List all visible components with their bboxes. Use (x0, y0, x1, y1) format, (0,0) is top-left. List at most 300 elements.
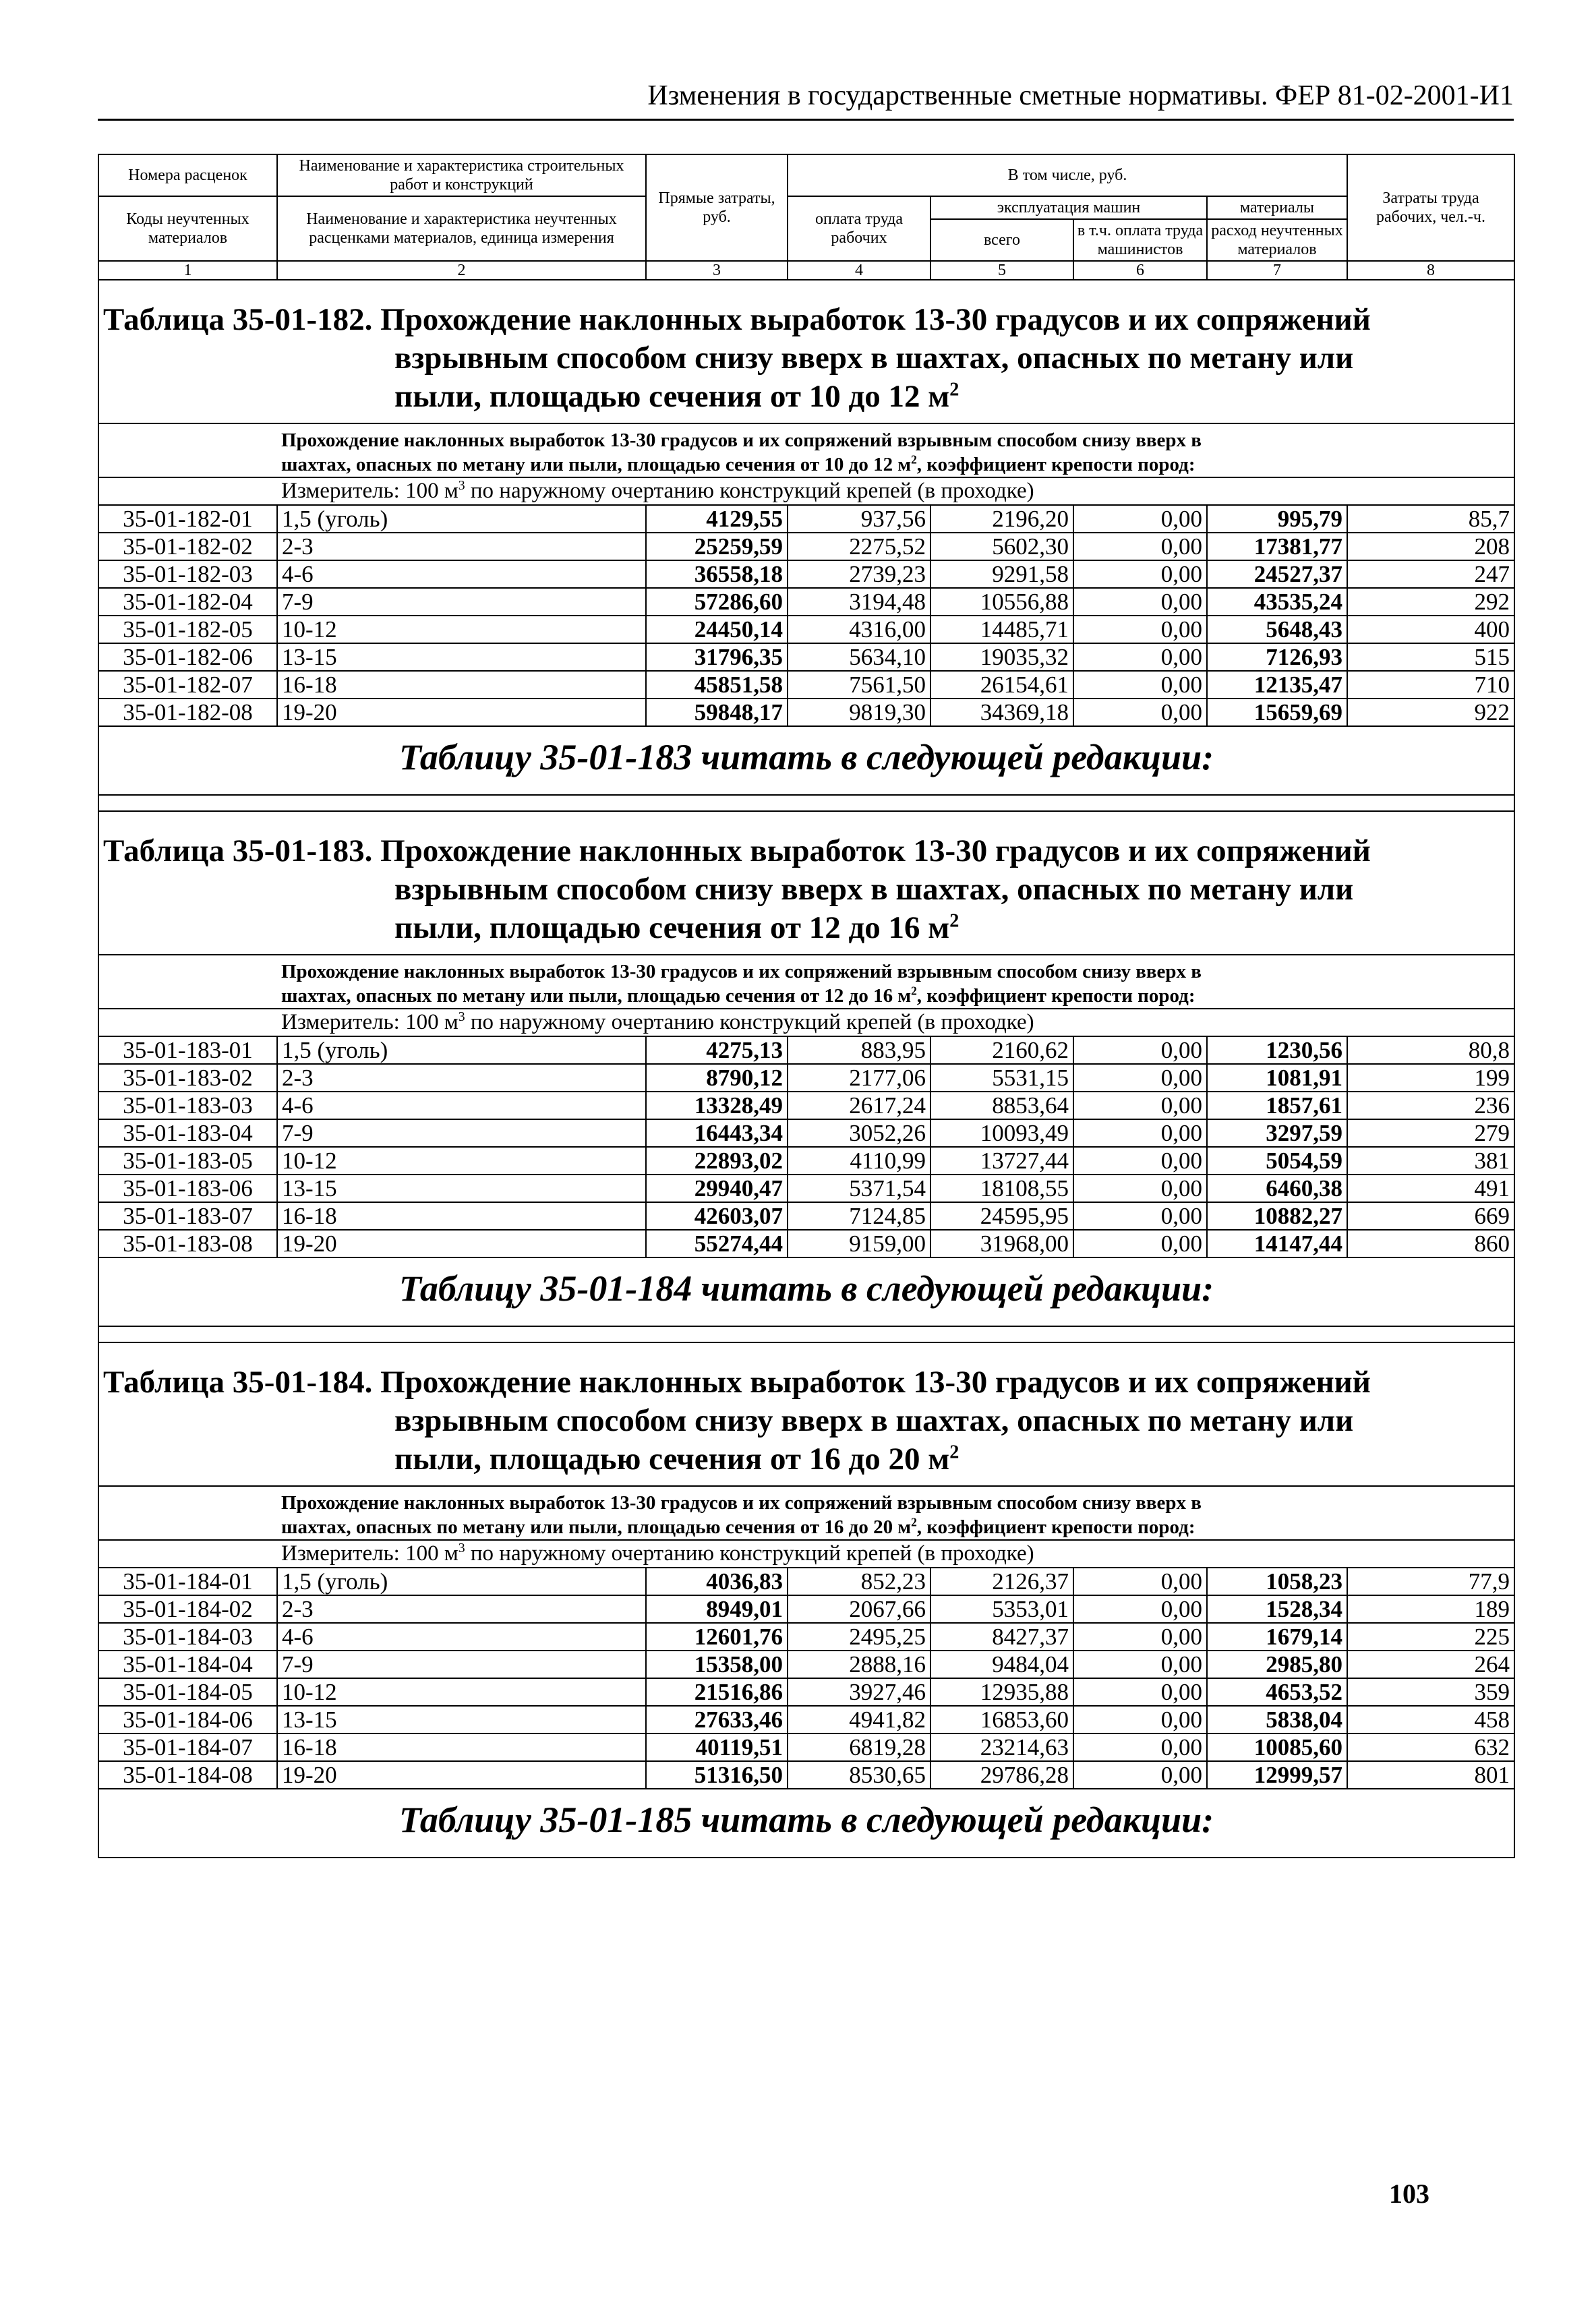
cell-machines: 2196,20 (930, 505, 1073, 533)
cell-hours: 801 (1347, 1761, 1514, 1789)
description-line: Прохождение наклонных выработок 13-30 градусов и их сопряжений взрывным способом снизу вверх в (281, 1492, 1202, 1514)
cell-labor: 3194,48 (788, 588, 930, 616)
cell-direct: 40119,51 (646, 1733, 788, 1761)
cell-name: 13-15 (277, 1175, 646, 1202)
cell-hours: 922 (1347, 699, 1514, 726)
table-row (98, 505, 1514, 533)
cell-code: 35-01-184-04 (98, 1651, 277, 1678)
cell-code: 35-01-183-05 (98, 1147, 277, 1175)
table-row (98, 1568, 1514, 1595)
cell-materials: 14147,44 (1207, 1230, 1347, 1257)
cell-materials: 1528,34 (1207, 1595, 1347, 1623)
table-title-number: Таблица 35-01-182. (103, 302, 373, 337)
cell-materials: 1679,14 (1207, 1623, 1347, 1651)
cell-code: 35-01-184-07 (98, 1733, 277, 1761)
cell-machines: 2126,37 (930, 1568, 1073, 1595)
table-title-line: Прохождение наклонных выработок 13-30 градусов и их сопряжений (380, 1365, 1371, 1400)
col-ekspl-header: эксплуатация машин (930, 196, 1207, 219)
cell-hours: 400 (1347, 616, 1514, 643)
cell-hours: 236 (1347, 1092, 1514, 1119)
cell-code: 35-01-184-01 (98, 1568, 277, 1595)
measure-unit (98, 477, 1514, 505)
cell-direct: 51316,50 (646, 1761, 788, 1789)
cell-machines: 8427,37 (930, 1623, 1073, 1651)
cell-operators: 0,00 (1073, 533, 1207, 560)
cell-direct: 15358,00 (646, 1651, 788, 1678)
cell-machines: 8853,64 (930, 1092, 1073, 1119)
description-line: Прохождение наклонных выработок 13-30 градусов и их сопряжений взрывным способом снизу вверх в (281, 429, 1202, 451)
cell-direct: 59848,17 (646, 699, 788, 726)
table-title-line: взрывным способом снизу вверх в шахтах, опасных по метану или (394, 1403, 1354, 1438)
unit-superscript: 2 (911, 452, 917, 467)
table-row (98, 1595, 1514, 1623)
measure-row (98, 477, 1514, 505)
cell-labor: 5371,54 (788, 1175, 930, 1202)
table-description (98, 955, 1514, 1009)
cell-hours: 85,7 (1347, 505, 1514, 533)
cell-code: 35-01-183-04 (98, 1119, 277, 1147)
cell-hours: 225 (1347, 1623, 1514, 1651)
cell-hours: 77,9 (1347, 1568, 1514, 1595)
cell-name: 13-15 (277, 643, 646, 671)
cell-labor: 9819,30 (788, 699, 930, 726)
cell-direct: 36558,18 (646, 560, 788, 588)
spacer-row (98, 1326, 1514, 1342)
col-rashod-header: расход неучтенных материалов (1207, 219, 1347, 261)
cell-hours: 80,8 (1347, 1036, 1514, 1064)
cell-materials: 1230,56 (1207, 1036, 1347, 1064)
cell-direct: 4036,83 (646, 1568, 788, 1595)
cell-operators: 0,00 (1073, 1651, 1207, 1678)
cell-hours: 515 (1347, 643, 1514, 671)
cell-machines: 9484,04 (930, 1651, 1073, 1678)
cell-machines: 9291,58 (930, 560, 1073, 588)
col-materialy-header: материалы (1207, 196, 1347, 219)
cell-direct: 24450,14 (646, 616, 788, 643)
cell-machines: 12935,88 (930, 1678, 1073, 1706)
cell-materials: 43535,24 (1207, 588, 1347, 616)
measure-text: по наружному очертанию конструкций крепей (в проходке) (465, 479, 1034, 503)
unit-superscript: 2 (911, 984, 917, 998)
table-description-row (98, 955, 1514, 1009)
cell-operators: 0,00 (1073, 1678, 1207, 1706)
cell-direct: 4129,55 (646, 505, 788, 533)
cell-code: 35-01-184-02 (98, 1595, 277, 1623)
redaction-note: Таблицу 35-01-184 читать в следующей редакции: (98, 1257, 1514, 1326)
cell-materials: 1857,61 (1207, 1092, 1347, 1119)
cell-name: 7-9 (277, 1119, 646, 1147)
unit-superscript: 2 (949, 910, 959, 932)
cell-materials: 5648,43 (1207, 616, 1347, 643)
col-zatraty-header: Затраты труда рабочих, чел.-ч. (1347, 154, 1514, 261)
cell-materials: 7126,93 (1207, 643, 1347, 671)
spacer (98, 1326, 1514, 1342)
cell-name: 7-9 (277, 1651, 646, 1678)
cell-labor: 2739,23 (788, 560, 930, 588)
table-title-row (98, 280, 1514, 423)
cell-code: 35-01-183-06 (98, 1175, 277, 1202)
cell-code: 35-01-184-08 (98, 1761, 277, 1789)
cell-machines: 31968,00 (930, 1230, 1073, 1257)
table-description-row (98, 1486, 1514, 1540)
header-row-1 (98, 154, 1514, 196)
cell-code: 35-01-184-03 (98, 1623, 277, 1651)
cell-operators: 0,00 (1073, 643, 1207, 671)
cell-machines: 18108,55 (930, 1175, 1073, 1202)
cell-labor: 8530,65 (788, 1761, 930, 1789)
cell-machines: 34369,18 (930, 699, 1073, 726)
cell-direct: 4275,13 (646, 1036, 788, 1064)
table-row (98, 1175, 1514, 1202)
table-row (98, 1733, 1514, 1761)
cell-operators: 0,00 (1073, 671, 1207, 699)
cell-operators: 0,00 (1073, 1064, 1207, 1092)
table-row (98, 588, 1514, 616)
cell-hours: 189 (1347, 1595, 1514, 1623)
cell-hours: 860 (1347, 1230, 1514, 1257)
cell-code: 35-01-183-03 (98, 1092, 277, 1119)
col-naim2-header: Наименование и характеристика неучтенных расценками материалов, единица измерения (277, 196, 646, 261)
cell-hours: 199 (1347, 1064, 1514, 1092)
cell-hours: 359 (1347, 1678, 1514, 1706)
cell-operators: 0,00 (1073, 1092, 1207, 1119)
description-line: , коэффициент крепости пород: (916, 985, 1195, 1007)
table-row (98, 1651, 1514, 1678)
cell-materials: 4653,52 (1207, 1678, 1347, 1706)
cell-machines: 26154,61 (930, 671, 1073, 699)
cell-direct: 25259,59 (646, 533, 788, 560)
cell-labor: 852,23 (788, 1568, 930, 1595)
cell-machines: 2160,62 (930, 1036, 1073, 1064)
running-title: Изменения в государственные сметные нормативы. ФЕР 81-02-2001-И1 (647, 80, 1514, 111)
cell-name: 2-3 (277, 1064, 646, 1092)
cell-labor: 2067,66 (788, 1595, 930, 1623)
unit-superscript: 3 (458, 478, 465, 493)
table-row (98, 1230, 1514, 1257)
cell-name: 19-20 (277, 1761, 646, 1789)
description-line: , коэффициент крепости пород: (916, 1516, 1195, 1538)
cell-materials: 12135,47 (1207, 671, 1347, 699)
cell-machines: 13727,44 (930, 1147, 1073, 1175)
col-nomer-header: Номера расценок (98, 154, 277, 196)
cell-labor: 2617,24 (788, 1092, 930, 1119)
cell-code: 35-01-182-01 (98, 505, 277, 533)
cell-machines: 19035,32 (930, 643, 1073, 671)
description-line: шахтах, опасных по метану или пыли, площадью сечения от 12 до 16 м (281, 985, 912, 1007)
cell-hours: 632 (1347, 1733, 1514, 1761)
cell-hours: 381 (1347, 1147, 1514, 1175)
cell-operators: 0,00 (1073, 1568, 1207, 1595)
unit-superscript: 2 (949, 379, 959, 401)
cell-name: 7-9 (277, 588, 646, 616)
table-row (98, 1119, 1514, 1147)
cell-name: 16-18 (277, 1733, 646, 1761)
cell-materials: 12999,57 (1207, 1761, 1347, 1789)
cell-name: 10-12 (277, 616, 646, 643)
cell-direct: 16443,34 (646, 1119, 788, 1147)
redaction-note: Таблицу 35-01-183 читать в следующей редакции: (98, 726, 1514, 795)
redaction-row (98, 1257, 1514, 1326)
column-number: 7 (1207, 261, 1347, 280)
cell-hours: 292 (1347, 588, 1514, 616)
cell-name: 16-18 (277, 1202, 646, 1230)
unit-superscript: 2 (949, 1442, 959, 1463)
cell-machines: 24595,95 (930, 1202, 1073, 1230)
cell-labor: 2495,25 (788, 1623, 930, 1651)
table-title (98, 811, 1514, 955)
cell-operators: 0,00 (1073, 1733, 1207, 1761)
table-description-row (98, 423, 1514, 477)
cell-operators: 0,00 (1073, 1706, 1207, 1733)
cell-materials: 24527,37 (1207, 560, 1347, 588)
cell-labor: 5634,10 (788, 643, 930, 671)
table-row (98, 1678, 1514, 1706)
cell-operators: 0,00 (1073, 1147, 1207, 1175)
cell-code: 35-01-182-08 (98, 699, 277, 726)
cell-machines: 5531,15 (930, 1064, 1073, 1092)
col-v-tom-chisle-header: В том числе, руб. (788, 154, 1347, 196)
table-title-line: пыли, площадью сечения от 16 до 20 м (394, 1442, 950, 1477)
table-row (98, 1761, 1514, 1789)
cell-machines: 10093,49 (930, 1119, 1073, 1147)
header-rule (98, 119, 1514, 121)
description-line: шахтах, опасных по метану или пыли, площадью сечения от 10 до 12 м (281, 454, 912, 475)
cell-materials: 1058,23 (1207, 1568, 1347, 1595)
table-description (98, 423, 1514, 477)
cell-direct: 22893,02 (646, 1147, 788, 1175)
cell-name: 13-15 (277, 1706, 646, 1733)
table-row (98, 1202, 1514, 1230)
cell-labor: 2177,06 (788, 1064, 930, 1092)
table-row (98, 1706, 1514, 1733)
redaction-row (98, 1789, 1514, 1858)
cell-hours: 279 (1347, 1119, 1514, 1147)
table-title-line: Прохождение наклонных выработок 13-30 градусов и их сопряжений (380, 302, 1371, 337)
table-row (98, 1092, 1514, 1119)
table-row (98, 616, 1514, 643)
table-title-number: Таблица 35-01-183. (103, 833, 373, 868)
cell-name: 19-20 (277, 1230, 646, 1257)
cell-materials: 2985,80 (1207, 1651, 1347, 1678)
cell-materials: 1081,91 (1207, 1064, 1347, 1092)
table-description (98, 1486, 1514, 1540)
page-number: 103 (1389, 2178, 1429, 2209)
cell-operators: 0,00 (1073, 1175, 1207, 1202)
measure-row (98, 1009, 1514, 1036)
table-title-row (98, 811, 1514, 955)
cell-direct: 42603,07 (646, 1202, 788, 1230)
column-number: 8 (1347, 261, 1514, 280)
table-title-line: взрывным способом снизу вверх в шахтах, опасных по метану или (394, 340, 1354, 376)
cell-labor: 2275,52 (788, 533, 930, 560)
description-line: шахтах, опасных по метану или пыли, площадью сечения от 16 до 20 м (281, 1516, 912, 1538)
measure-text: Измеритель: 100 м (281, 479, 459, 503)
cell-materials: 6460,38 (1207, 1175, 1347, 1202)
cell-direct: 55274,44 (646, 1230, 788, 1257)
cell-materials: 5838,04 (1207, 1706, 1347, 1733)
cell-materials: 5054,59 (1207, 1147, 1347, 1175)
cell-name: 10-12 (277, 1678, 646, 1706)
cell-direct: 8790,12 (646, 1064, 788, 1092)
cell-name: 2-3 (277, 1595, 646, 1623)
cell-name: 1,5 (уголь) (277, 505, 646, 533)
cell-materials: 3297,59 (1207, 1119, 1347, 1147)
cell-hours: 491 (1347, 1175, 1514, 1202)
table-title-line: Прохождение наклонных выработок 13-30 градусов и их сопряжений (380, 833, 1371, 868)
cell-direct: 29940,47 (646, 1175, 788, 1202)
cell-operators: 0,00 (1073, 1036, 1207, 1064)
unit-superscript: 3 (458, 1541, 465, 1555)
table-title (98, 280, 1514, 423)
cell-hours: 247 (1347, 560, 1514, 588)
cell-operators: 0,00 (1073, 1595, 1207, 1623)
cell-name: 16-18 (277, 671, 646, 699)
cell-machines: 23214,63 (930, 1733, 1073, 1761)
cell-operators: 0,00 (1073, 616, 1207, 643)
cell-materials: 10882,27 (1207, 1202, 1347, 1230)
table-title-number: Таблица 35-01-184. (103, 1365, 373, 1400)
cell-labor: 9159,00 (788, 1230, 930, 1257)
column-number: 3 (646, 261, 788, 280)
table-row (98, 1064, 1514, 1092)
cell-direct: 57286,60 (646, 588, 788, 616)
cell-name: 1,5 (уголь) (277, 1568, 646, 1595)
measure-row (98, 1540, 1514, 1568)
cell-machines: 5353,01 (930, 1595, 1073, 1623)
table-row (98, 1623, 1514, 1651)
header-row-2 (98, 196, 1514, 219)
cell-labor: 6819,28 (788, 1733, 930, 1761)
cell-operators: 0,00 (1073, 1119, 1207, 1147)
cell-name: 4-6 (277, 1623, 646, 1651)
measure-text: по наружному очертанию конструкций крепей (в проходке) (465, 1541, 1034, 1566)
cell-machines: 10556,88 (930, 588, 1073, 616)
column-number: 2 (277, 261, 646, 280)
cell-materials: 995,79 (1207, 505, 1347, 533)
cell-labor: 4316,00 (788, 616, 930, 643)
table-row (98, 643, 1514, 671)
cell-labor: 7561,50 (788, 671, 930, 699)
description-line: , коэффициент крепости пород: (916, 454, 1195, 475)
table-title-line: взрывным способом снизу вверх в шахтах, опасных по метану или (394, 872, 1354, 907)
cell-labor: 4941,82 (788, 1706, 930, 1733)
cell-code: 35-01-182-07 (98, 671, 277, 699)
table-title-line: пыли, площадью сечения от 10 до 12 м (394, 379, 950, 414)
column-number: 5 (930, 261, 1073, 280)
col-pryamye-header: Прямые затраты, руб. (646, 154, 788, 261)
cell-machines: 14485,71 (930, 616, 1073, 643)
cell-hours: 264 (1347, 1651, 1514, 1678)
spacer-row (98, 795, 1514, 811)
cell-machines: 16853,60 (930, 1706, 1073, 1733)
col-vsego-header: всего (930, 219, 1073, 261)
cell-materials: 10085,60 (1207, 1733, 1347, 1761)
cell-hours: 208 (1347, 533, 1514, 560)
cell-code: 35-01-182-02 (98, 533, 277, 560)
cell-labor: 2888,16 (788, 1651, 930, 1678)
cell-operators: 0,00 (1073, 505, 1207, 533)
cell-operators: 0,00 (1073, 1761, 1207, 1789)
cell-materials: 15659,69 (1207, 699, 1347, 726)
table-row (98, 560, 1514, 588)
cell-materials: 17381,77 (1207, 533, 1347, 560)
table-title (98, 1342, 1514, 1486)
unit-superscript: 2 (911, 1515, 917, 1529)
measure-unit (98, 1009, 1514, 1036)
cell-labor: 7124,85 (788, 1202, 930, 1230)
cell-direct: 31796,35 (646, 643, 788, 671)
cell-code: 35-01-184-06 (98, 1706, 277, 1733)
table-title-line: пыли, площадью сечения от 12 до 16 м (394, 910, 950, 945)
measure-text: Измеритель: 100 м (281, 1541, 459, 1566)
column-number-row (98, 261, 1514, 280)
col-naim-header: Наименование и характеристика строительных работ и конструкций (277, 154, 646, 196)
cell-direct: 21516,86 (646, 1678, 788, 1706)
column-number: 6 (1073, 261, 1207, 280)
cell-hours: 669 (1347, 1202, 1514, 1230)
column-number: 4 (788, 261, 930, 280)
cell-operators: 0,00 (1073, 588, 1207, 616)
cell-labor: 883,95 (788, 1036, 930, 1064)
cell-operators: 0,00 (1073, 1623, 1207, 1651)
cell-code: 35-01-183-01 (98, 1036, 277, 1064)
cell-machines: 5602,30 (930, 533, 1073, 560)
table-row (98, 1147, 1514, 1175)
col-vtch-header: в т.ч. оплата труда машинистов (1073, 219, 1207, 261)
cell-labor: 4110,99 (788, 1147, 930, 1175)
cell-labor: 3927,46 (788, 1678, 930, 1706)
cell-name: 1,5 (уголь) (277, 1036, 646, 1064)
table-row (98, 533, 1514, 560)
cell-machines: 29786,28 (930, 1761, 1073, 1789)
cell-name: 19-20 (277, 699, 646, 726)
table-row (98, 1036, 1514, 1064)
cell-direct: 8949,01 (646, 1595, 788, 1623)
cell-direct: 12601,76 (646, 1623, 788, 1651)
measure-text: по наружному очертанию конструкций крепей (в проходке) (465, 1010, 1034, 1034)
cell-direct: 45851,58 (646, 671, 788, 699)
cell-code: 35-01-183-02 (98, 1064, 277, 1092)
table-row (98, 699, 1514, 726)
cell-labor: 937,56 (788, 505, 930, 533)
cell-direct: 13328,49 (646, 1092, 788, 1119)
table-row (98, 671, 1514, 699)
cell-hours: 710 (1347, 671, 1514, 699)
norms-table (98, 154, 1515, 1858)
measure-text: Измеритель: 100 м (281, 1010, 459, 1034)
cell-code: 35-01-182-06 (98, 643, 277, 671)
description-line: Прохождение наклонных выработок 13-30 градусов и их сопряжений взрывным способом снизу вверх в (281, 961, 1202, 982)
cell-code: 35-01-183-08 (98, 1230, 277, 1257)
cell-operators: 0,00 (1073, 699, 1207, 726)
col-oplata-header: оплата труда рабочих (788, 196, 930, 261)
cell-operators: 0,00 (1073, 1202, 1207, 1230)
redaction-note: Таблицу 35-01-185 читать в следующей редакции: (98, 1789, 1514, 1858)
column-number: 1 (98, 261, 277, 280)
table-title-row (98, 1342, 1514, 1486)
cell-operators: 0,00 (1073, 560, 1207, 588)
cell-code: 35-01-182-04 (98, 588, 277, 616)
cell-name: 4-6 (277, 560, 646, 588)
cell-direct: 27633,46 (646, 1706, 788, 1733)
cell-operators: 0,00 (1073, 1230, 1207, 1257)
cell-code: 35-01-184-05 (98, 1678, 277, 1706)
cell-code: 35-01-182-05 (98, 616, 277, 643)
unit-superscript: 3 (458, 1009, 465, 1024)
redaction-row (98, 726, 1514, 795)
cell-name: 2-3 (277, 533, 646, 560)
measure-unit (98, 1540, 1514, 1568)
